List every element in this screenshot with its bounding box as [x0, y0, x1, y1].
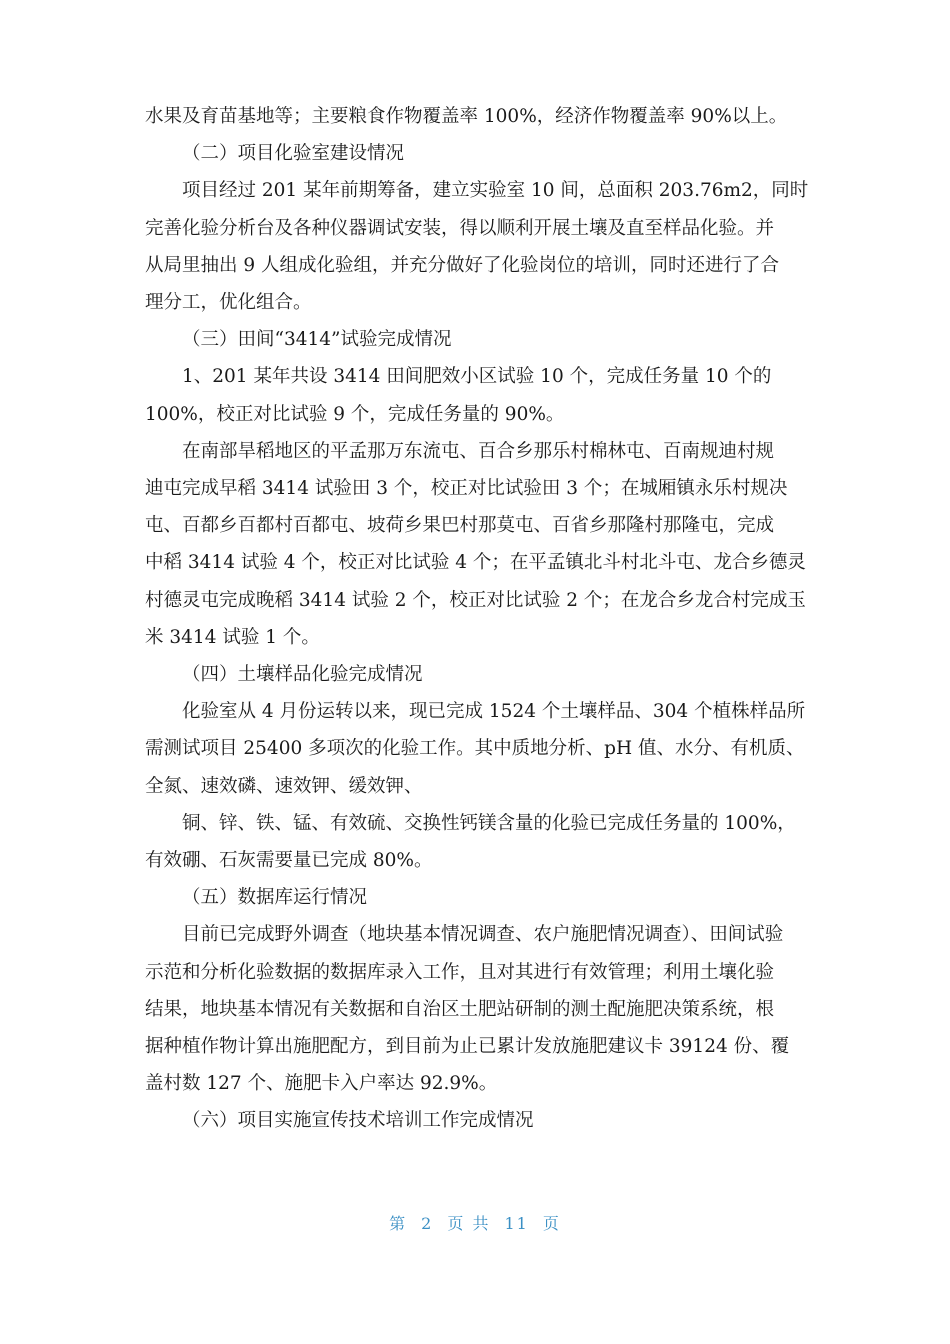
paragraph-line: 1、201 某年共设 3414 田间肥效小区试验 10 个，完成任务量 10 个的	[182, 366, 772, 388]
current-page-number: 2	[421, 1214, 434, 1233]
body-line: 有效硼、石灰需要量已完成 80%。	[145, 850, 433, 872]
page-suffix: 页	[542, 1214, 561, 1233]
page-prefix: 第	[389, 1214, 408, 1233]
paragraph-line: 铜、锌、铁、锰、有效硫、交换性钙镁含量的化验已完成任务量的 100%，	[182, 812, 796, 834]
body-line: 盖村数 127 个、施肥卡入户率达 92.9%。	[145, 1073, 498, 1095]
section-heading: （三）田间“3414”试验完成情况	[182, 329, 452, 351]
section-heading: （二）项目化验室建设情况	[182, 143, 405, 165]
body-line: 100%，校正对比试验 9 个，完成任务量的 90%。	[145, 403, 565, 425]
body-line: 中稻 3414 试验 4 个，校正对比试验 4 个；在平孟镇北斗村北斗屯、龙合乡德灵	[145, 552, 806, 574]
body-line: 村德灵屯完成晚稻 3414 试验 2 个，校正对比试验 2 个；在龙合乡龙合村完成玉	[145, 589, 806, 611]
body-line: 理分工，优化组合。	[145, 292, 312, 314]
paragraph-line: 目前已完成野外调查（地块基本情况调查、农户施肥情况调查）、田间试验	[182, 924, 784, 946]
section-heading: （四）土壤样品化验完成情况	[182, 664, 423, 686]
body-line: 示范和分析化验数据的数据库录入工作，且对其进行有效管理；利用土壤化验	[145, 961, 775, 983]
paragraph-line: 化验室从 4 月份运转以来，现已完成 1524 个土壤样品、304 个植株样品所	[182, 701, 806, 723]
paragraph-line: 在南部旱稻地区的平孟那万东流屯、百合乡那乐村棉林屯、百南规迪村规	[182, 440, 775, 462]
body-line: 从局里抽出 9 人组成化验组，并充分做好了化验岗位的培训，同时还进行了合	[145, 254, 780, 276]
document-body	[145, 98, 810, 1140]
paragraph-line: 项目经过 201 某年前期筹备，建立实验室 10 间，总面积 203.76m2，同时	[182, 180, 809, 202]
body-line: 迪屯完成早稻 3414 试验田 3 个，校正对比试验田 3 个；在城厢镇永乐村规决	[145, 478, 788, 500]
body-line: 据种植作物计算出施肥配方，到目前为止已累计发放施肥建议卡 39124 份、覆	[145, 1036, 790, 1058]
body-line: 需测试项目 25400 多项次的化验工作。其中质地分析、pH 值、水分、有机质、	[145, 738, 805, 760]
section-heading: （六）项目实施宣传技术培训工作完成情况	[182, 1110, 534, 1132]
body-line: 水果及育苗基地等；主要粮食作物覆盖率 100%，经济作物覆盖率 90%以上。	[145, 106, 788, 127]
section-heading: （五）数据库运行情况	[182, 887, 368, 909]
body-line: 米 3414 试验 1 个。	[145, 626, 320, 648]
total-pages-number: 11	[504, 1214, 529, 1233]
body-line: 结果，地块基本情况有关数据和自治区土肥站研制的测土配施肥决策系统，根	[145, 998, 775, 1020]
body-line: 屯、百都乡百都村百都屯、坡荷乡果巴村那莫屯、百省乡那隆村那隆屯，完成	[145, 515, 775, 537]
body-line: 完善化验分析台及各种仪器调试安装，得以顺利开展土壤及直至样品化验。并	[145, 217, 775, 239]
page-mid-text: 页 共	[447, 1214, 491, 1233]
body-line: 全氮、速效磷、速效钾、缓效钾、	[145, 775, 423, 797]
page-footer	[0, 1211, 950, 1234]
